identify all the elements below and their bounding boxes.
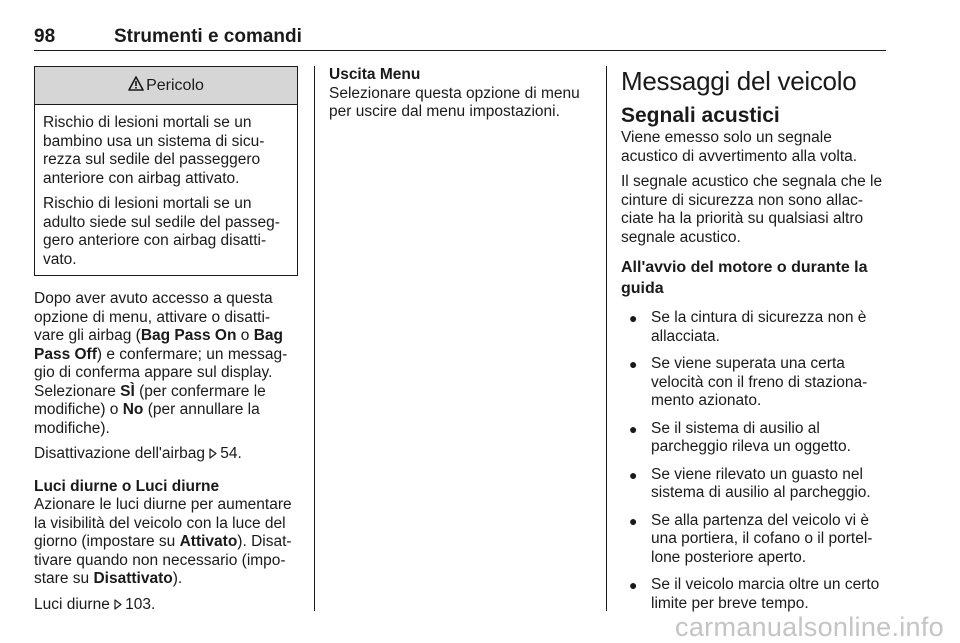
disattivato-term: Disattivato: [93, 570, 173, 587]
text: o: [236, 327, 254, 344]
bullet-icon: ●: [629, 466, 638, 483]
list-item-text: Se viene rilevato un guasto nel sistema di ausilio al parcheggio.: [651, 465, 871, 501]
exit-menu-title: Uscita Menu: [329, 66, 421, 83]
page-number: 98: [34, 26, 56, 47]
bullet-icon: ●: [629, 577, 638, 593]
column-left: [34, 66, 298, 621]
text: Azionare le luci diurne per aumentare la visibilità del veicolo con la luce del giorno (impostare su: [34, 496, 292, 550]
text: ).: [172, 570, 183, 587]
list-item: [621, 512, 887, 568]
subsection-heading: Segnali acustici: [621, 104, 780, 127]
list-item: [621, 355, 887, 411]
warning-triangle-icon: [128, 76, 144, 91]
page-reference-arrow-icon: [114, 599, 122, 610]
text: (per confermare le modifiche) o: [34, 382, 266, 418]
reference-text: Luci diurne: [34, 595, 115, 613]
daytime-lights-reference: [34, 596, 298, 615]
body-paragraph: Il segnale acustico che segnala che le cinture di sicurezza non sono allac-ciate ha la priorità su qualsiasi altro segnale acustico.: [621, 173, 883, 246]
bag-pass-on-term: Bag Pass On: [140, 327, 237, 344]
column-divider: [606, 66, 607, 611]
warning-paragraph: Rischio di lesioni mortali se un bambino usa un sistema di sicu-rezza sul sedile del passeggero anteriore con airbag attivato.: [43, 114, 265, 187]
list-item-text: Se viene superata una certa velocità con il freno di staziona-mento azionato.: [651, 355, 868, 409]
page-header: [34, 22, 886, 51]
watermark: carmanualsonline.info: [675, 612, 944, 642]
list-item-text: Se alla partenza del veicolo vi è una portiera, il cofano o il portel-lone posteriore aperto.: [651, 511, 873, 566]
airbag-deactivation-reference: [34, 445, 298, 464]
list-heading: All'avvio del motore o durante la guida: [621, 259, 868, 297]
text: (per annullare la modifiche).: [34, 401, 260, 437]
list-item: [621, 576, 887, 613]
list-item: [621, 420, 887, 457]
attivato-term: Attivato: [179, 533, 238, 550]
column-right: [621, 66, 887, 622]
list-item-text: Se il veicolo marcia oltre un certo limite per breve tempo.: [651, 576, 880, 612]
si-term: SÌ: [120, 382, 135, 400]
exit-menu-text: Selezionare questa opzione di menu per uscire dal menu impostazioni.: [329, 84, 580, 120]
reference-page: 54.: [220, 445, 242, 462]
column-middle: [329, 66, 594, 129]
no-term: No: [122, 401, 144, 418]
text: ) e confermare; un messag-gio di conferma appare sul display. Selezionare: [34, 345, 288, 400]
text: Dopo aver avuto accesso a questa opzione di menu, attivare o disatti-vare gli airbag (: [34, 290, 273, 344]
bullet-icon: ●: [629, 420, 638, 437]
list-item-text: Se il sistema di ausilio al parcheggio rileva un oggetto.: [651, 419, 851, 455]
bullet-icon: ●: [629, 310, 638, 326]
warning-body: [35, 105, 297, 275]
warning-paragraph: Rischio di lesioni mortali se un adulto siede sul sedile del passeg-gero anteriore con airbag disatti-vato.: [43, 195, 280, 268]
section-heading: Messaggi del veicolo: [621, 66, 857, 96]
bag-pass-off-term: Bag Pass Off: [34, 327, 283, 363]
daytime-lights-text: [34, 496, 298, 589]
warning-conditions-list: [621, 309, 887, 613]
danger-warning-box: [34, 66, 298, 276]
list-item: [621, 466, 887, 503]
airbag-instructions: [34, 290, 298, 438]
page-reference-arrow-icon: [209, 448, 217, 459]
daytime-lights-title: Luci diurne o Luci diurne: [34, 477, 220, 495]
bullet-icon: ●: [629, 512, 638, 529]
chapter-title: Strumenti e comandi: [114, 26, 302, 47]
text: ). Disat-tivare quando non necessario (impo-stare su: [34, 533, 292, 587]
column-divider: [314, 66, 315, 611]
list-item-text: Se la cintura di sicurezza non è allacciata.: [651, 309, 867, 345]
reference-text: Disattivazione dell'airbag: [34, 445, 210, 462]
reference-page: 103.: [125, 595, 156, 613]
bullet-icon: ●: [629, 356, 638, 372]
body-paragraph: Viene emesso solo un segnale acustico di avvertimento alla volta.: [621, 129, 858, 165]
warning-title: Pericolo: [146, 77, 204, 94]
warning-header: [35, 67, 297, 105]
list-item: [621, 309, 887, 346]
